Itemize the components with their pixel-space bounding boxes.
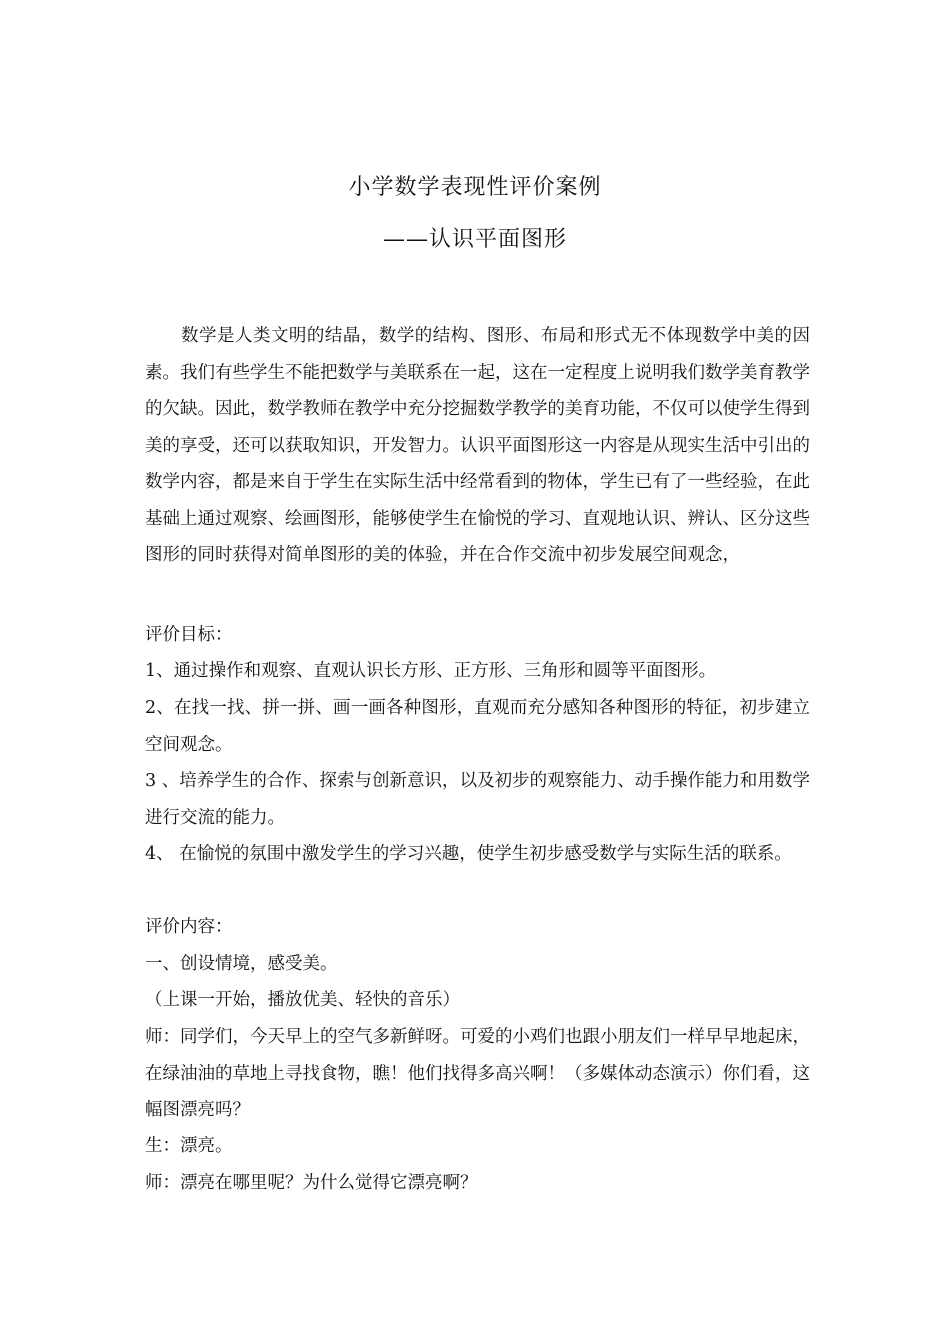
goal-item-4: 4、 在愉悦的氛围中激发学生的学习兴趣，使学生初步感受数学与实际生活的联系。 [145,844,792,864]
goals-heading: 评价目标： [145,625,233,645]
document-title: 小学数学表现性评价案例 [348,175,602,200]
stage-note: （上课一开始，播放优美、轻快的音乐） [145,990,460,1010]
goal-item-1: 1、通过操作和观察、直观认识长方形、正方形、三角形和圆等平面图形。 [145,661,717,681]
dialogue-line-1: 师：同学们，今天早上的空气多新鲜呀。可爱的小鸡们也跟小朋友们一样早早地起床，在绿油油的草地上寻找食物，瞧！他们找得多高兴啊！（多媒体动态演示）你们看，这幅图漂亮吗？ [145,1027,810,1120]
content-heading: 评价内容： [145,917,233,937]
document-subtitle: ——认识平面图形 [382,227,567,252]
dialogue-line-3: 师：漂亮在哪里呢？为什么觉得它漂亮啊？ [145,1173,478,1193]
section-heading-1: 一、创设情境，感受美。 [145,954,338,974]
goal-item-2: 2、在找一找、拼一拼、画一画各种图形，直观而充分感知各种图形的特征，初步建立空间观念。 [145,698,810,755]
dialogue-line-2: 生：漂亮。 [145,1136,233,1156]
goal-item-3: 3 、培养学生的合作、探索与创新意识，以及初步的观察能力、动手操作能力和用数学进行交流的能力。 [145,771,810,828]
intro-paragraph: 数学是人类文明的结晶，数学的结构、图形、布局和形式无不体现数学中美的因素。我们有些学生不能把数学与美联系在一起，这在一定程度上说明我们数学美育教学的欠缺。因此，数学教师在教学中充分挖掘数学教学的美育功能，不仅可以使学生得到美的享受，还可以获取知识，开发智力。认识平面图形这一内容是从现实生活中引出的数学内容，都是来自于学生在实际生活中经常看到的物体，学生已有了一些经验，在此基础上通过观察、绘画图形，能够使学生在愉悦的学习、直观地认识、辨认、区分这些图形的同时获得对简单图形的美的体验，并在合作交流中初步发展空间观念， [145,326,810,565]
